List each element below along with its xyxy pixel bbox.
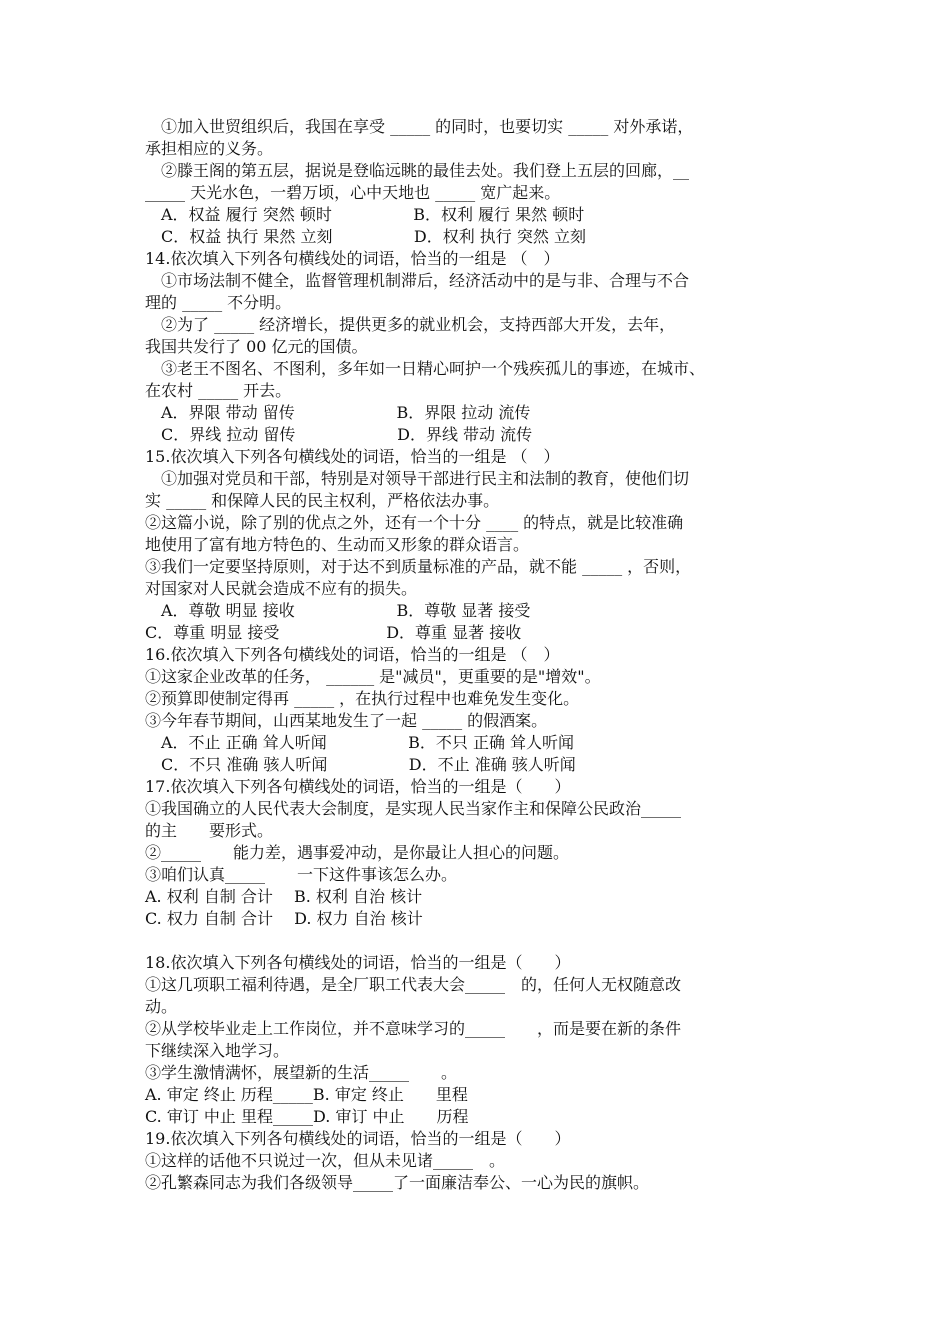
text-line: 的主 要形式。 — [145, 821, 274, 840]
text-line: C. 权力 自制 合计 D. 权力 自治 核计 — [145, 909, 423, 928]
question-heading: 19.依次填入下列各句横线处的词语，恰当的一组是（ ） — [145, 1129, 571, 1148]
text-line: ①加强对党员和干部，特别是对领导干部进行民主和法制的教育，使他们切 — [145, 469, 690, 488]
text-line: ③我们一定要坚持原则，对于达不到质量标准的产品，就不能 _____ ，否则， — [145, 557, 692, 576]
text-line: C．权益 执行 果然 立刻 D．权利 执行 突然 立刻 — [145, 227, 586, 246]
text-line: ②滕王阁的第五层，据说是登临远眺的最佳去处。我们登上五层的回廊，__ — [145, 161, 690, 180]
text-line: ③今年春节期间，山西某地发生了一起 _____ 的假酒案。 — [145, 711, 548, 730]
text-line: _____ 天光水色，一碧万顷，心中天地也 _____ 宽广起来。 — [145, 183, 561, 202]
question-heading: 18.依次填入下列各句横线处的词语，恰当的一组是（ ） — [145, 953, 571, 972]
text-line: ②预算即使制定得再 _____ ，在执行过程中也难免发生变化。 — [145, 689, 580, 708]
text-line: ②这篇小说，除了别的优点之外，还有一个十分 ____ 的特点，就是比较准确 — [145, 513, 684, 532]
text-line: 实 _____ 和保障人民的民主权利，严格依法办事。 — [145, 491, 500, 510]
text-line: ①我国确立的人民代表大会制度，是实现人民当家作主和保障公民政治_____ — [145, 799, 682, 818]
text-line: A．权益 履行 突然 顿时 B．权利 履行 果然 顿时 — [145, 205, 585, 224]
text-line: ②孔繁森同志为我们各级领导_____了一面廉洁奉公、一心为民的旗帜。 — [145, 1173, 650, 1192]
question-heading: 17.依次填入下列各句横线处的词语，恰当的一组是（ ） — [145, 777, 571, 796]
text-line: ③老王不图名、不图利，多年如一日精心呵护一个残疾孤儿的事迹，在城市、 — [145, 359, 706, 378]
text-line: A．界限 带动 留传 B．界限 拉动 流传 — [145, 403, 531, 422]
text-line: ①这家企业改革的任务， ______ 是"减员"，更重要的是"增效"。 — [145, 667, 601, 686]
text-line: A. 权利 自制 合计 B. 权利 自治 核计 — [145, 887, 423, 906]
text-line: 动。 — [145, 997, 178, 1016]
text-line: C．尊重 明显 接受 D．尊重 显著 接收 — [145, 623, 522, 642]
text-line: A. 审定 终止 历程_____B. 审定 终止 里程 — [145, 1085, 468, 1104]
text-line: ①这样的话他不只说过一次，但从未见诸_____ 。 — [145, 1151, 506, 1170]
text-line: 理的 _____ 不分明。 — [145, 293, 292, 312]
text-line: A．尊敬 明显 接收 B．尊敬 显著 接受 — [145, 601, 531, 620]
text-line: 承担相应的义务。 — [145, 139, 274, 158]
text-line: ①加入世贸组织后，我国在享受 _____ 的同时，也要切实 _____ 对外承诺， — [145, 117, 694, 136]
text-line: ①这几项职工福利待遇，是全厂职工代表大会_____ 的，任何人无权随意改 — [145, 975, 682, 994]
question-heading: 15.依次填入下列各句横线处的词语，恰当的一组是 （ ） — [145, 447, 560, 466]
text-line: ③学生激情满怀，展望新的生活_____ 。 — [145, 1063, 458, 1082]
text-line: ①市场法制不健全，监督管理机制滞后，经济活动中的是与非、合理与不合 — [145, 271, 690, 290]
text-line: C．界线 拉动 留传 D．界线 带动 流传 — [145, 425, 533, 444]
question-heading: 16.依次填入下列各句横线处的词语，恰当的一组是 （ ） — [145, 645, 560, 664]
text-line: ②为了 _____ 经济增长，提供更多的就业机会，支持西部大开发，去年， — [145, 315, 676, 334]
text-line: 下继续深入地学习。 — [145, 1041, 290, 1060]
text-line: ③咱们认真_____ 一下这件事该怎么办。 — [145, 865, 458, 884]
text-line: ②从学校毕业走上工作岗位，并不意味学习的_____ ，而是要在新的条件 — [145, 1019, 682, 1038]
text-line: 地使用了富有地方特色的、生动而又形象的群众语言。 — [145, 535, 530, 554]
text-line: C．不只 准确 骇人听闻 D．不止 准确 骇人听闻 — [145, 755, 576, 774]
text-line: 对国家对人民就会造成不应有的损失。 — [145, 579, 418, 598]
text-line: ②_____ 能力差，遇事爱冲动，是你最让人担心的问题。 — [145, 843, 570, 862]
text-line: A．不止 正确 耸人听闻 B．不只 正确 耸人听闻 — [145, 733, 575, 752]
text-line: 我国共发行了 00 亿元的国债。 — [145, 337, 368, 356]
text-line: 在农村 _____ 开去。 — [145, 381, 292, 400]
question-heading: 14.依次填入下列各句横线处的词语，恰当的一组是 （ ） — [145, 249, 560, 268]
text-line: C. 审订 中止 里程_____D. 审订 中止 历程 — [145, 1107, 469, 1126]
